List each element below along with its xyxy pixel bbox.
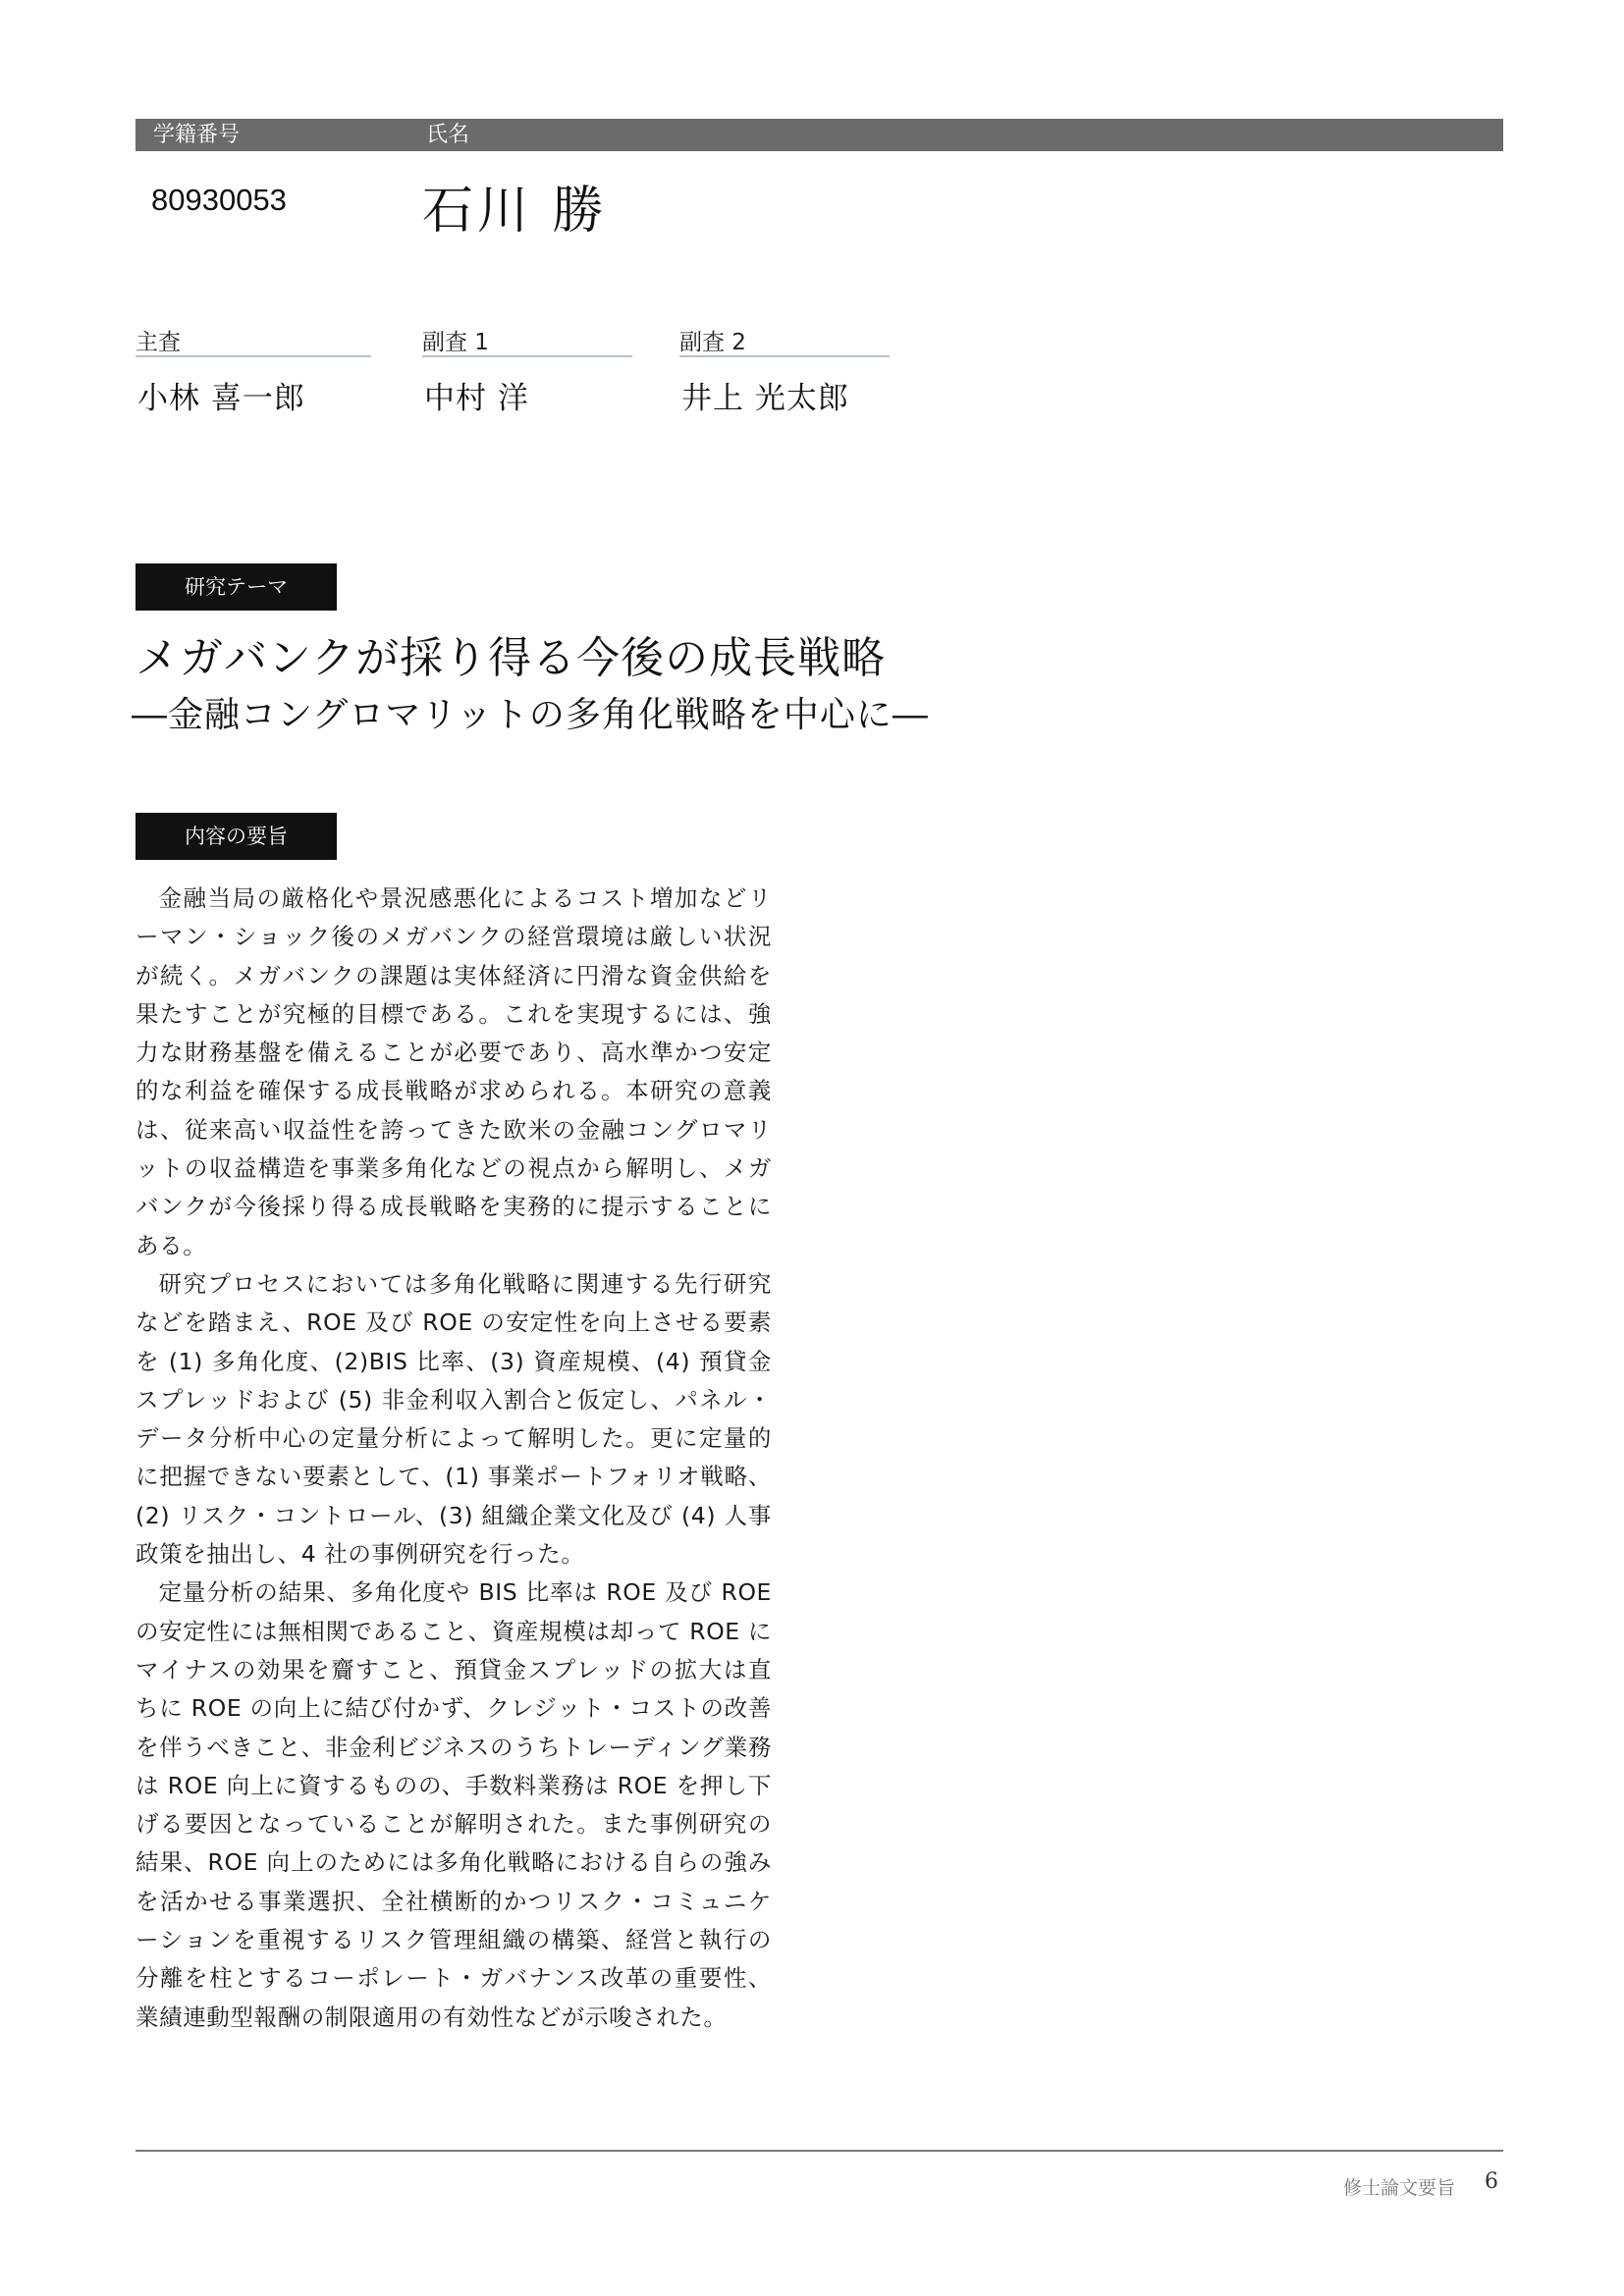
page-number: 6: [1485, 2169, 1498, 2194]
research-theme-tag: 研究テーマ: [135, 563, 337, 611]
name-label: 氏名: [426, 123, 470, 147]
sub-examiner-2-divider: [679, 355, 890, 357]
student-id: 80930053: [151, 183, 287, 217]
sub-examiner-1-name: 中村 洋: [424, 381, 529, 416]
research-theme-subtitle: ―金融コングロマリットの多角化戦略を中心に―: [132, 695, 929, 735]
abstract-paragraph-1: 金融当局の厳格化や景況感悪化によるコスト増加などリーマン・ショック後のメガバンクの経営環境は厳しい状況が続く。メガバンクの課題は実体経済に円滑な資金供給を果たすことが究極的目標である。これを実現するには、強力な財務基盤を備えることが必要であり、高水準かつ安定的な利益を確保する成長戦略が求められる。本研究の意義は、従来高い収益性を誇ってきた欧米の金融コングロマリットの収益構造を事業多角化などの視点から解明し、メガバンクが今後採り得る成長戦略を実務的に提示することにある。: [135, 884, 772, 1259]
abstract-tag: 内容の要旨: [135, 813, 337, 860]
footer-divider: [135, 2150, 1503, 2152]
chief-examiner-divider: [135, 355, 371, 357]
sub-examiner-1-divider: [422, 355, 632, 357]
research-theme-title: メガバンクが採り得る今後の成長戦略: [135, 633, 887, 683]
sub-examiner-2-name: 井上 光太郎: [681, 381, 849, 416]
abstract-body: [135, 880, 772, 2037]
footer-label: 修士論文要旨: [1343, 2177, 1456, 2199]
header-bar: [135, 119, 1503, 151]
sub-examiner-2-label: 副査 2: [679, 330, 746, 355]
abstract-paragraph-3: 定量分析の結果、多角化度や BIS 比率は ROE 及び ROE の安定性には無相関であること、資産規模は却って ROE にマイナスの効果を齎すこと、預貸金スプレッドの拡大は直ちに ROE の向上に結び付かず、クレジット・コストの改善を伴うべきこと、非金利ビジネスのうちトレーディング業務は ROE 向上に資するものの、手数料業務は ROE を押し下げる要因となっていることが解明された。また事例研究の結果、ROE 向上のためには多角化戦略における自らの強みを活かせる事業選択、全社横断的かつリスク・コミュニケーションを重視するリスク管理組織の構築、経営と執行の分離を柱とするコーポレート・ガバナンス改革の重要性、業績連動型報酬の制限適用の有効性などが示唆された。: [135, 1578, 772, 2031]
chief-examiner-label: 主査: [135, 330, 181, 355]
student-id-label: 学籍番号: [153, 123, 241, 147]
chief-examiner-name: 小林 喜一郎: [137, 381, 305, 416]
sub-examiner-1-label: 副査 1: [422, 330, 489, 355]
abstract-paragraph-2: 研究プロセスにおいては多角化戦略に関連する先行研究などを踏まえ、ROE 及び ROE の安定性を向上させる要素を (1) 多角化度、(2)BIS 比率、(3) 資産規模、(4) 預貸金スプレッドおよび (5) 非金利収入割合と仮定し、パネル・データ分析中心の定量分析によって解明した。更に定量的に把握できない要素として、(1) 事業ポートフォリオ戦略、(2) リスク・コントロール、(3) 組織企業文化及び (4) 人事政策を抽出し、4 社の事例研究を行った。: [135, 1269, 772, 1569]
student-name: 石川 勝: [422, 182, 608, 240]
